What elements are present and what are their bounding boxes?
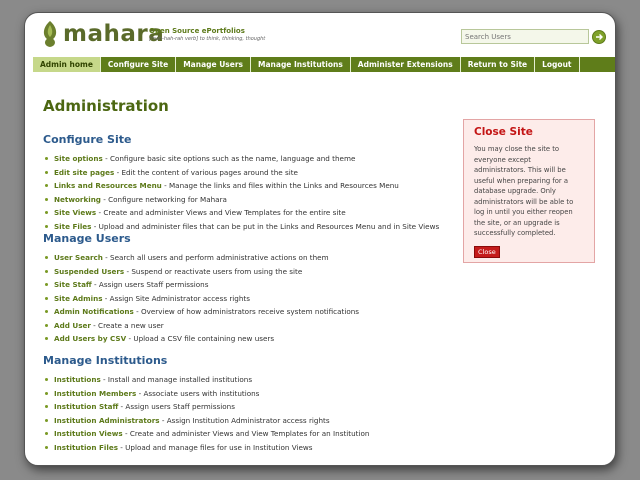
bullet-icon bbox=[45, 432, 48, 435]
site-staff-link[interactable]: Site Staff bbox=[54, 280, 92, 289]
list-item bbox=[43, 166, 439, 180]
tagline bbox=[149, 27, 265, 42]
item-description: - Assign users Staff permissions bbox=[118, 402, 235, 411]
institution-administrators-link[interactable]: Institution Administrators bbox=[54, 415, 160, 425]
bullet-icon bbox=[45, 256, 48, 259]
list-item bbox=[43, 265, 359, 279]
bullet-icon bbox=[45, 198, 48, 201]
list-item bbox=[43, 206, 439, 220]
tagline-title: Open Source ePortfolios bbox=[149, 27, 245, 35]
suspended-users-link[interactable]: Suspended Users bbox=[54, 266, 125, 276]
arrow-right-icon bbox=[593, 31, 605, 43]
item-description: - Configure networking for Mahara bbox=[100, 194, 227, 204]
links-resources-menu-link[interactable]: Links and Resources Menu bbox=[54, 181, 162, 190]
bullet-icon bbox=[45, 184, 48, 187]
list-item bbox=[43, 220, 439, 234]
bullet-icon bbox=[45, 446, 48, 449]
item-description: - Edit the content of various pages around the site bbox=[114, 167, 298, 177]
item-description: - Associate users with institutions bbox=[136, 388, 260, 398]
list-item bbox=[43, 179, 439, 193]
add-users-by-csv-link[interactable]: Add Users by CSV bbox=[54, 334, 127, 343]
site-header bbox=[25, 13, 615, 59]
section-title: Manage Institutions bbox=[43, 354, 168, 367]
section-title: Manage Users bbox=[43, 232, 131, 245]
bullet-icon bbox=[45, 310, 48, 313]
user-search-link[interactable]: User Search bbox=[54, 253, 103, 262]
bullet-icon bbox=[45, 297, 48, 300]
institution-files-link[interactable]: Institution Files bbox=[54, 442, 118, 452]
item-description: - Configure basic site options such as the name, language and theme bbox=[102, 154, 356, 163]
networking-link[interactable]: Networking bbox=[54, 194, 101, 204]
close-site-title: Close Site bbox=[474, 126, 533, 138]
close-site-button[interactable]: Close bbox=[474, 246, 500, 258]
nav-return-to-site[interactable]: Return to Site bbox=[461, 57, 535, 72]
user-search bbox=[461, 29, 606, 44]
list-item bbox=[43, 427, 369, 441]
item-description: - Manage the links and files within the Links and Resources Menu bbox=[161, 181, 399, 190]
bullet-icon bbox=[45, 171, 48, 174]
main-navigation bbox=[33, 57, 615, 72]
list-item bbox=[43, 251, 359, 265]
bullet-icon bbox=[45, 225, 48, 228]
bullet-icon bbox=[45, 405, 48, 408]
item-description: - Assign users Staff permissions bbox=[91, 280, 209, 289]
tagline-subtitle: [mah-hah-rah verb] to think, thinking, thought bbox=[149, 36, 266, 42]
institution-views-link[interactable]: Institution Views bbox=[54, 429, 123, 438]
nav-manage-institutions[interactable]: Manage Institutions bbox=[251, 57, 351, 72]
institution-members-link[interactable]: Institution Members bbox=[54, 388, 137, 398]
item-description: - Search all users and perform administrative actions on them bbox=[102, 253, 329, 262]
item-description: - Upload and manage files for use in Institution Views bbox=[117, 442, 313, 452]
list-item bbox=[43, 441, 369, 455]
list-item bbox=[43, 152, 439, 166]
item-description: - Create and administer Views and View Templates for the entire site bbox=[96, 208, 346, 217]
mahara-logo[interactable] bbox=[39, 19, 164, 49]
item-description: - Assign Site Administrator access rights bbox=[102, 293, 250, 303]
list-item bbox=[43, 193, 439, 207]
admin-notifications-link[interactable]: Admin Notifications bbox=[54, 307, 134, 316]
institutions-link[interactable]: Institutions bbox=[54, 375, 101, 384]
bullet-icon bbox=[45, 157, 48, 160]
list-item bbox=[43, 292, 359, 306]
bullet-icon bbox=[45, 392, 48, 395]
manage-institutions-section bbox=[43, 354, 369, 454]
section-title: Configure Site bbox=[43, 133, 132, 146]
manage-institutions-list bbox=[43, 373, 369, 454]
configure-site-list bbox=[43, 152, 439, 233]
site-files-link[interactable]: Site Files bbox=[54, 221, 92, 231]
page-title: Administration bbox=[43, 97, 169, 115]
list-item bbox=[43, 414, 369, 428]
institution-staff-link[interactable]: Institution Staff bbox=[54, 402, 119, 411]
bullet-icon bbox=[45, 283, 48, 286]
site-options-link[interactable]: Site options bbox=[54, 154, 103, 163]
nav-administer-extensions[interactable]: Administer Extensions bbox=[351, 57, 461, 72]
mahara-leaf-icon bbox=[39, 19, 61, 49]
add-user-link[interactable]: Add User bbox=[54, 320, 91, 330]
bullet-icon bbox=[45, 337, 48, 340]
bullet-icon bbox=[45, 419, 48, 422]
list-item bbox=[43, 373, 369, 387]
bullet-icon bbox=[45, 211, 48, 214]
search-go-button[interactable] bbox=[592, 30, 606, 44]
logo-wordmark: mahara bbox=[63, 21, 165, 47]
list-item bbox=[43, 332, 359, 346]
list-item bbox=[43, 278, 359, 292]
item-description: - Install and manage installed institutions bbox=[100, 375, 253, 384]
nav-logout[interactable]: Logout bbox=[535, 57, 579, 72]
item-description: - Create and administer Views and View Templates for an Institution bbox=[122, 429, 370, 438]
bullet-icon bbox=[45, 270, 48, 273]
item-description: - Assign Institution Administrator access rights bbox=[159, 415, 330, 425]
site-views-link[interactable]: Site Views bbox=[54, 208, 97, 217]
browser-window bbox=[24, 12, 616, 466]
list-item bbox=[43, 319, 359, 333]
item-description: - Overview of how administrators receive system notifications bbox=[133, 307, 360, 316]
close-site-panel bbox=[463, 119, 595, 263]
nav-manage-users[interactable]: Manage Users bbox=[176, 57, 251, 72]
list-item bbox=[43, 400, 369, 414]
manage-users-list bbox=[43, 251, 359, 346]
bullet-icon bbox=[45, 378, 48, 381]
edit-site-pages-link[interactable]: Edit site pages bbox=[54, 167, 115, 177]
list-item bbox=[43, 387, 369, 401]
item-description: - Suspend or reactivate users from using the site bbox=[124, 266, 303, 276]
nav-configure-site[interactable]: Configure Site bbox=[101, 57, 176, 72]
item-description: - Upload a CSV file containing new users bbox=[126, 334, 275, 343]
bullet-icon bbox=[45, 324, 48, 327]
list-item bbox=[43, 305, 359, 319]
item-description: - Upload and administer files that can be put in the Links and Resources Menu and in Site Views bbox=[91, 221, 440, 231]
configure-site-section bbox=[43, 133, 439, 233]
nav-admin-home[interactable]: Admin home bbox=[33, 57, 101, 72]
search-users-input[interactable] bbox=[461, 29, 589, 44]
item-description: - Create a new user bbox=[90, 320, 164, 330]
close-site-description: You may close the site to everyone except administrators. This will be useful when preparing for a database upgrade. Only administrators will be able to log in until you either reopen the site, or an upgrade is successfully completed. bbox=[474, 145, 574, 237]
manage-users-section bbox=[43, 232, 359, 346]
site-admins-link[interactable]: Site Admins bbox=[54, 293, 103, 303]
